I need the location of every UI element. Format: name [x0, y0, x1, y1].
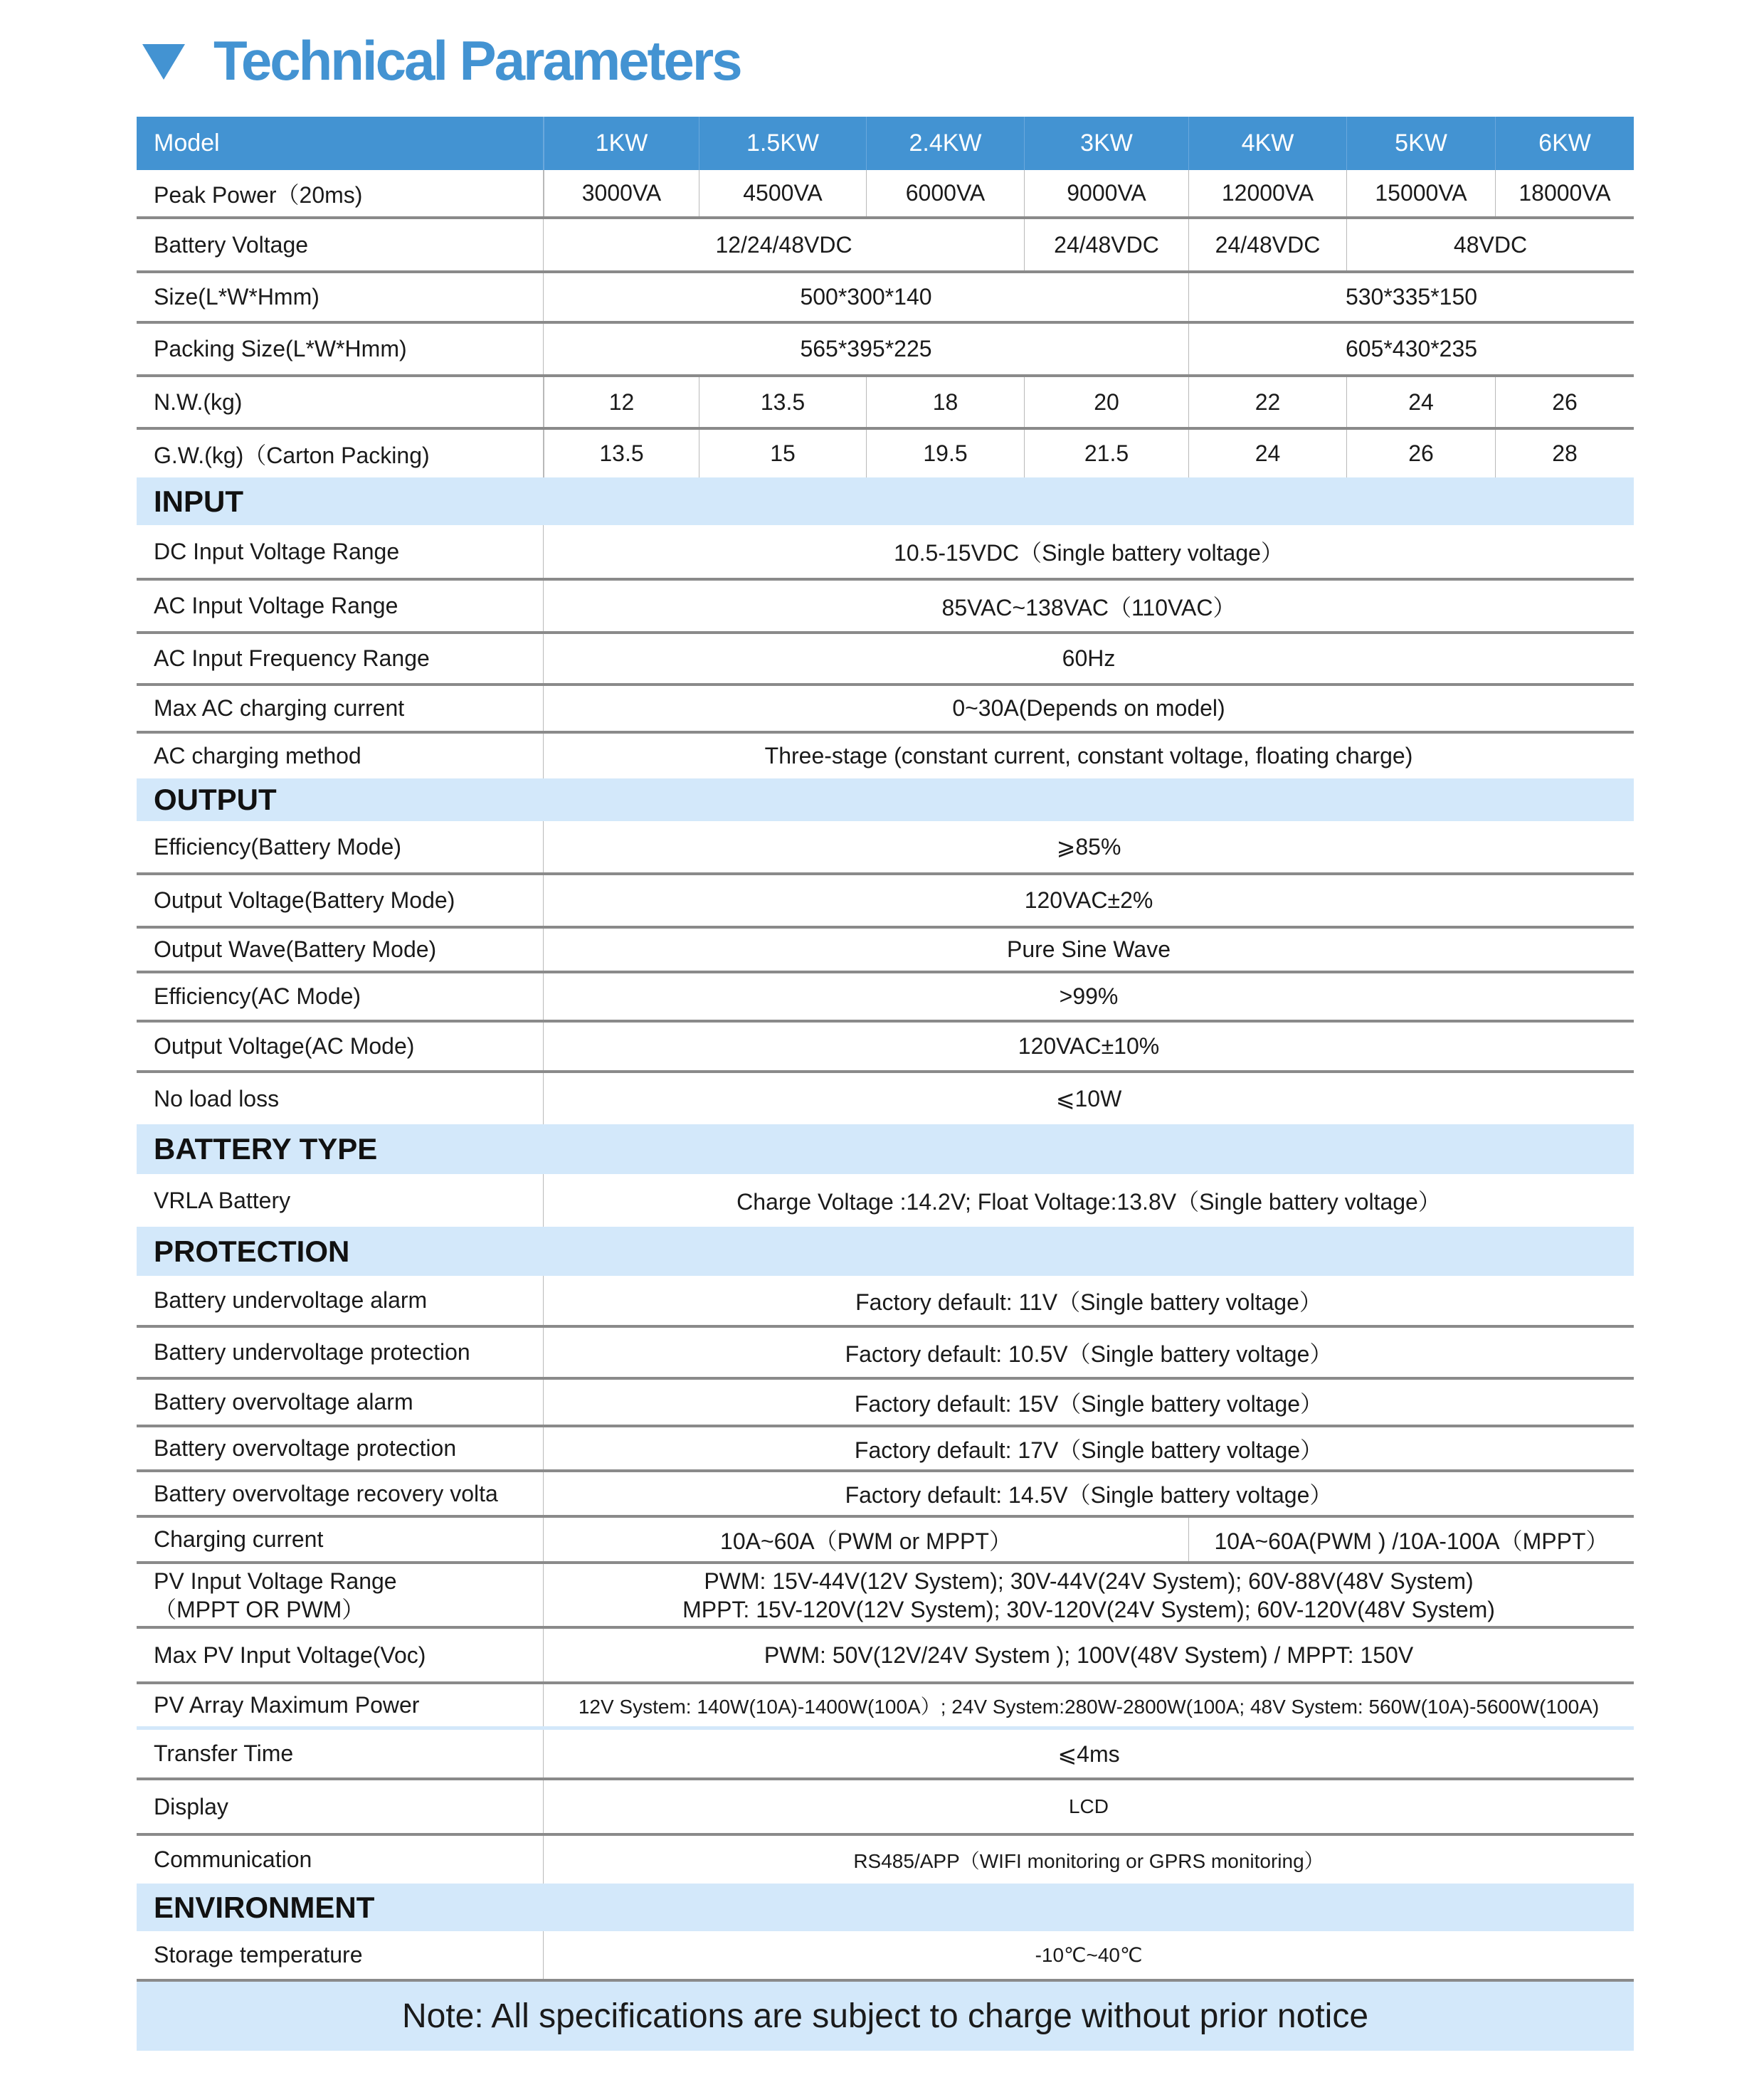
cell-value: Three-stage (constant current, constant voltage, floating charge) [764, 743, 1413, 768]
row-label: Communication [137, 1836, 544, 1884]
row-label [137, 1564, 544, 1626]
row-label: AC Input Frequency Range [137, 634, 544, 683]
table-row [137, 1073, 1634, 1124]
row-label: Storage temperature [137, 1931, 544, 1979]
row-label: N.W.(kg) [137, 377, 544, 427]
section-title: PROTECTION [154, 1234, 350, 1268]
table-row [137, 1427, 1634, 1472]
cell-value: 24/48VDC [1024, 219, 1188, 270]
cell-value: 18000VA [1495, 170, 1634, 216]
table-row [137, 525, 1634, 581]
row-label: Battery overvoltage protection [137, 1427, 544, 1469]
row-label: Charging current [137, 1518, 544, 1561]
page-title [142, 28, 741, 93]
table-row [137, 1380, 1634, 1427]
header-model-4kw: 4KW [1188, 117, 1346, 170]
table-row [137, 875, 1634, 929]
table-row [137, 734, 1634, 778]
table-row-packing-size [137, 324, 1634, 377]
cell-value: 120VAC±10% [1018, 1033, 1160, 1059]
row-label: Max PV Input Voltage(Voc) [137, 1629, 544, 1681]
cell-value: 12000VA [1188, 170, 1346, 216]
cell-value: LCD [1068, 1795, 1109, 1817]
header-model-5kw: 5KW [1346, 117, 1495, 170]
cell-value: 10.5-15VDC（Single battery voltage） [894, 540, 1284, 566]
section-environment [137, 1884, 1634, 1931]
cell-value: 28 [1495, 430, 1634, 477]
table-row [137, 686, 1634, 734]
footer-note-text: Note: All specifications are subject to charge without prior notice [401, 1997, 1369, 2035]
cell-value: 85VAC~138VAC（110VAC） [941, 594, 1236, 620]
cell-value: Factory default: 17V（Single battery voltage） [854, 1437, 1324, 1463]
cell-value [544, 1564, 1634, 1626]
cell-value: 22 [1188, 377, 1346, 427]
section-title: ENVIRONMENT [154, 1890, 375, 1924]
cell-value-line1: PWM: 15V-44V(12V System); 30V-44V(24V System); 60V-88V(48V System) [704, 1568, 1474, 1594]
row-label: Display [137, 1780, 544, 1833]
cell-value: 0~30A(Depends on model) [952, 695, 1225, 721]
row-label: PV Array Maximum Power [137, 1684, 544, 1726]
table-row [137, 929, 1634, 973]
cell-value: 26 [1495, 377, 1634, 427]
table-row-size [137, 273, 1634, 324]
cell-value: 10A~60A（PWM or MPPT） [720, 1528, 1012, 1554]
header-model-1-5kw: 1.5KW [699, 117, 866, 170]
row-label: Max AC charging current [137, 686, 544, 731]
cell-value: 605*430*235 [1188, 324, 1634, 374]
header-model-6kw: 6KW [1495, 117, 1634, 170]
cell-value: Factory default: 11V（Single battery voltage） [855, 1289, 1322, 1315]
cell-value: 120VAC±2% [1024, 887, 1153, 913]
row-label: Output Voltage(Battery Mode) [137, 875, 544, 926]
table-row [137, 821, 1634, 875]
table-row [137, 1023, 1634, 1073]
section-protection [137, 1227, 1634, 1276]
row-label: Battery undervoltage alarm [137, 1276, 544, 1325]
header-model-label: Model [137, 117, 544, 170]
table-row [137, 1472, 1634, 1518]
table-row-gross-weight [137, 430, 1634, 477]
cell-value: Pure Sine Wave [1006, 936, 1171, 962]
cell-value: 9000VA [1024, 170, 1188, 216]
cell-value-line2: MPPT: 15V-120V(12V System); 30V-120V(24V System); 60V-120V(48V System) [682, 1596, 1495, 1622]
table-row [137, 1276, 1634, 1328]
cell-value: 18 [866, 377, 1024, 427]
table-row-charging-current [137, 1518, 1634, 1564]
row-label: Battery overvoltage recovery volta [137, 1472, 544, 1515]
table-row-pv-array [137, 1684, 1634, 1730]
cell-value: 565*395*225 [800, 336, 932, 361]
page-title-text: Technical Parameters [213, 28, 741, 92]
cell-value: 60Hz [1062, 645, 1116, 671]
row-label: Size(L*W*Hmm) [137, 273, 544, 321]
row-label: Peak Power（20ms) [137, 170, 544, 216]
cell-value: 500*300*140 [800, 284, 932, 310]
cell-value: 13.5 [699, 377, 866, 427]
header-model-3kw: 3KW [1024, 117, 1188, 170]
cell-value: 12/24/48VDC [715, 231, 852, 258]
cell-value: 15 [699, 430, 866, 477]
cell-value: 3000VA [544, 170, 699, 216]
row-label-line1: PV Input Voltage Range [154, 1568, 397, 1594]
table-row [137, 1328, 1634, 1380]
cell-value: 24 [1346, 377, 1495, 427]
row-label: No load loss [137, 1073, 544, 1124]
row-label: Battery undervoltage protection [137, 1328, 544, 1377]
cell-value: 4500VA [699, 170, 866, 216]
table-row-battery-voltage [137, 219, 1634, 273]
header-model-1kw: 1KW [544, 117, 699, 170]
section-input [137, 477, 1634, 525]
row-label: DC Input Voltage Range [137, 525, 544, 578]
row-label: Battery Voltage [137, 219, 544, 270]
table-row [137, 1730, 1634, 1780]
table-row [137, 973, 1634, 1023]
cell-value: Factory default: 14.5V（Single battery voltage） [845, 1482, 1333, 1508]
table-row [137, 1780, 1634, 1836]
table-row-net-weight [137, 377, 1634, 430]
cell-value: 15000VA [1346, 170, 1495, 216]
row-label: Battery overvoltage alarm [137, 1380, 544, 1425]
cell-value: 21.5 [1024, 430, 1188, 477]
row-label: Transfer Time [137, 1730, 544, 1777]
cell-value: ⩾85% [1056, 834, 1121, 860]
cell-value: Charge Voltage :14.2V; Float Voltage:13.8V（Single battery voltage） [736, 1189, 1441, 1215]
cell-value: 530*335*150 [1188, 273, 1634, 321]
cell-value: ⩽4ms [1057, 1740, 1120, 1767]
cell-value: 24 [1188, 430, 1346, 477]
cell-value: 10A~60A(PWM ) /10A-100A（MPPT） [1188, 1518, 1634, 1561]
row-label-line2: （MPPT OR PWM） [154, 1596, 365, 1622]
table-row [137, 1931, 1634, 1982]
cell-value: >99% [1059, 983, 1119, 1009]
section-output [137, 778, 1634, 821]
cell-value: 19.5 [866, 430, 1024, 477]
row-label: Output Voltage(AC Mode) [137, 1023, 544, 1070]
table-header-row [137, 117, 1634, 170]
section-battery-type [137, 1124, 1634, 1174]
row-label: G.W.(kg)（Carton Packing) [137, 430, 544, 477]
row-label: AC charging method [137, 734, 544, 778]
header-model-2-4kw: 2.4KW [866, 117, 1024, 170]
row-label: Efficiency(AC Mode) [137, 973, 544, 1020]
cell-value: Factory default: 10.5V（Single battery voltage） [845, 1341, 1333, 1367]
row-label: Efficiency(Battery Mode) [137, 821, 544, 872]
cell-value: 13.5 [544, 430, 699, 477]
cell-value: 12 [544, 377, 699, 427]
cell-value: -10℃~40℃ [1035, 1944, 1143, 1966]
row-label: Output Wave(Battery Mode) [137, 929, 544, 971]
cell-value: ⩽10W [1055, 1086, 1122, 1111]
cell-value: 6000VA [866, 170, 1024, 216]
table-row-max-pv [137, 1629, 1634, 1684]
cell-value: Factory default: 15V（Single battery voltage） [854, 1390, 1324, 1417]
table-row-pv-input-range [137, 1564, 1634, 1629]
section-title: BATTERY TYPE [154, 1132, 378, 1166]
row-label: VRLA Battery [137, 1174, 544, 1227]
table-row [137, 581, 1634, 634]
section-title: OUTPUT [154, 783, 277, 816]
section-title: INPUT [154, 484, 243, 518]
cell-value: 48VDC [1346, 219, 1634, 270]
cell-value: 26 [1346, 430, 1495, 477]
cell-value: 20 [1024, 377, 1188, 427]
table-row-peak-power [137, 170, 1634, 219]
table-row [137, 1836, 1634, 1884]
row-label: AC Input Voltage Range [137, 581, 544, 631]
cell-value: PWM: 50V(12V/24V System ); 100V(48V System) / MPPT: 150V [764, 1642, 1414, 1668]
table-row [137, 634, 1634, 686]
table-row [137, 1174, 1634, 1227]
cell-value: 12V System: 140W(10A)-1400W(100A）; 24V System:280W-2800W(100A; 48V System: 560W(10A)-5600W(100A) [578, 1695, 1600, 1718]
footer-note [137, 1982, 1634, 2051]
cell-value: 24/48VDC [1188, 219, 1346, 270]
triangle-down-icon [142, 44, 185, 80]
row-label: Packing Size(L*W*Hmm) [137, 324, 544, 374]
cell-value: RS485/APP（WIFI monitoring or GPRS monitoring） [853, 1849, 1324, 1872]
